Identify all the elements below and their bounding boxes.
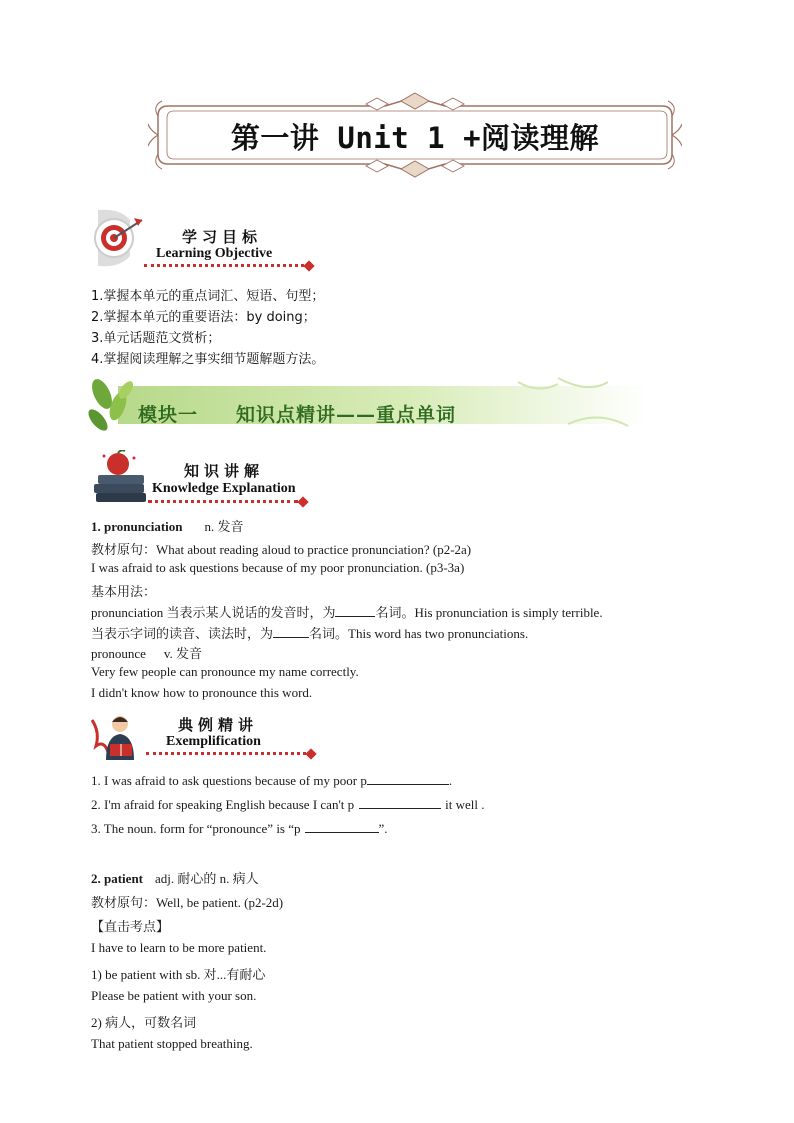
books-apple-icon — [90, 450, 150, 506]
divider-diamond — [297, 496, 308, 507]
example-sentence: I have to learn to be more patient. — [91, 940, 267, 955]
knowledge-title-en: Knowledge Explanation — [152, 481, 296, 496]
divider-diamond — [305, 748, 316, 759]
divider-diamond — [303, 260, 314, 271]
exercise-question: 3. The noun. form for “pronounce” is “p ”. — [91, 821, 388, 836]
answer-blank[interactable] — [367, 772, 449, 785]
answer-blank[interactable] — [273, 625, 309, 638]
word-heading — [91, 868, 259, 887]
usage-line: 1) be patient with sb. 对...有耐心 — [91, 967, 266, 982]
exemplification-title-en: Exemplification — [166, 734, 261, 749]
exemplification-header — [90, 712, 320, 764]
module-label: 模块一 — [138, 404, 199, 426]
teacher-icon — [90, 712, 146, 762]
example-sentence: That patient stopped breathing. — [91, 1036, 253, 1051]
exemplification-title-cn: 典例精讲 — [178, 716, 259, 734]
objective-item: 4.掌握阅读理解之事实细节题解题方法。 — [91, 352, 325, 367]
source-sentence: 教材原句：What about reading aloud to practice pronunciation? (p2-2a) — [91, 542, 472, 557]
objective-item: 3.单元话题范文赏析； — [91, 331, 221, 346]
answer-blank[interactable] — [359, 796, 441, 809]
objective-item: 2.掌握本单元的重要语法：by doing； — [91, 310, 316, 325]
exercise-question: 1. I was afraid to ask questions because of my poor p . — [91, 773, 453, 788]
knowledge-title-cn: 知识讲解 — [184, 462, 265, 480]
usage-label: 基本用法： — [91, 584, 157, 599]
objective-item: 1.掌握本单元的重点词汇、短语、句型； — [91, 289, 325, 304]
target-icon — [90, 206, 146, 268]
knowledge-header — [90, 450, 320, 510]
answer-blank[interactable] — [335, 604, 375, 617]
objective-title-en: Learning Objective — [156, 246, 273, 261]
module-title — [138, 400, 456, 427]
objective-divider — [144, 264, 304, 267]
example-sentence: I didn't know how to pronounce this word. — [91, 685, 313, 700]
example-sentence: Please be patient with your son. — [91, 988, 257, 1003]
page-title: 第一讲 Unit 1 +阅读理解 — [230, 121, 600, 155]
head-pos: n. 发音 — [204, 519, 244, 534]
example-sentence: Very few people can pronounce my name correctly. — [91, 664, 359, 679]
source-sentence: I was afraid to ask questions because of my poor pronunciation. (p3-3a) — [91, 560, 465, 575]
focus-label: 【直击考点】 — [91, 919, 170, 934]
objective-title-cn: 学习目标 — [182, 228, 263, 246]
knowledge-divider — [148, 500, 298, 503]
source-sentence: 教材原句：Well, be patient. (p2-2d) — [91, 895, 284, 910]
usage-line: 2) 病人，可数名词 — [91, 1015, 197, 1030]
word-heading — [91, 516, 244, 535]
objective-list — [91, 286, 324, 370]
verb-entry: pronounce v. 发音 — [91, 646, 203, 661]
exemplification-divider — [146, 752, 306, 755]
learning-objective-header — [90, 206, 320, 272]
answer-blank[interactable] — [305, 820, 379, 833]
usage-line: 当表示字词的读音、读法时，为 名词。This word has two pronunciations. — [91, 626, 529, 641]
module-heading: 知识点精讲——重点单词 — [236, 404, 457, 426]
head-word: 1. pronunciation — [91, 519, 183, 534]
head-word: 2. patient — [91, 871, 143, 886]
usage-line: pronunciation 当表示某人说话的发音时，为 名词。His pronunciation is simply terrible. — [91, 605, 603, 620]
head-pos: adj. 耐心的 n. 病人 — [155, 871, 259, 886]
exercise-question: 2. I'm afraid for speaking English because I can't p it well . — [91, 797, 485, 812]
